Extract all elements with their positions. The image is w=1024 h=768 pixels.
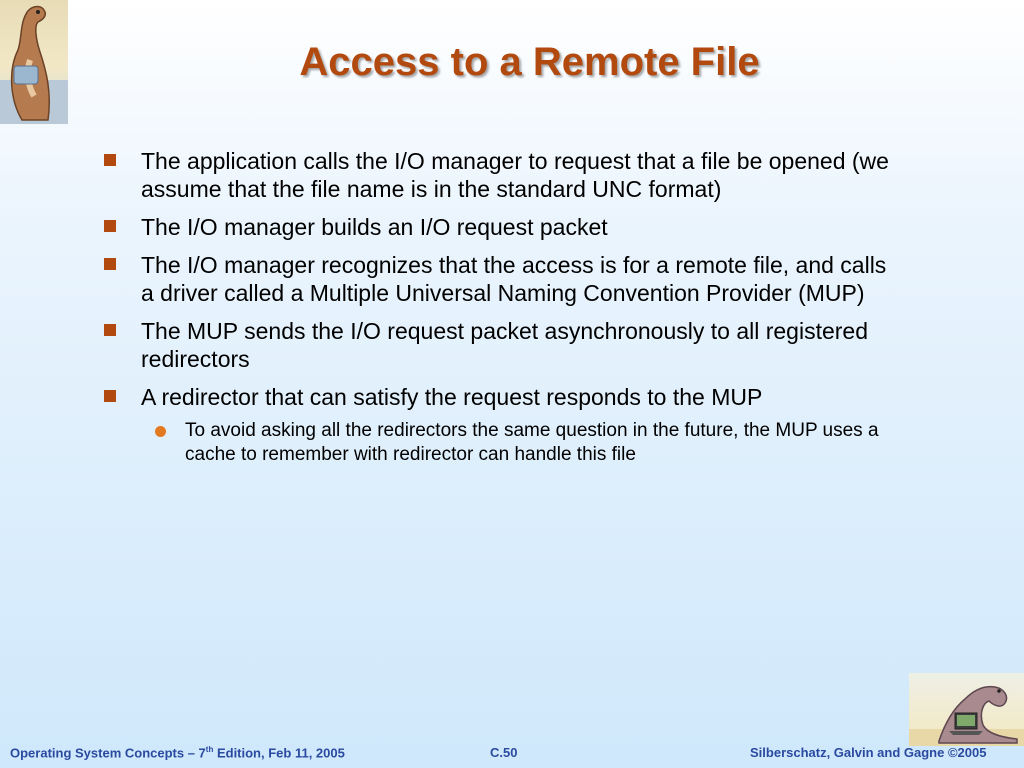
dinosaur-laptop-logo-icon: [909, 673, 1024, 746]
bullet-item: [103, 213, 893, 241]
bullet-list: [103, 147, 893, 467]
footer-course-suffix: Edition, Feb 11, 2005: [213, 745, 345, 761]
sub-bullet-text: To avoid asking all the redirectors the same question in the future, the MUP uses a cache to remember with redirector can handle this file: [185, 420, 879, 465]
footer-course-prefix: Operating System Concepts – 7: [10, 745, 206, 761]
bullet-text: The I/O manager recognizes that the access is for a remote file, and calls a driver called a Multiple Universal Naming Convention Provider (MUP): [141, 252, 887, 306]
footer-copyright: Silberschatz, Galvin and Gagne ©2005: [750, 745, 987, 760]
footer-course: [10, 745, 345, 760]
bullet-text: A redirector that can satisfy the request responds to the MUP: [141, 384, 763, 410]
square-bullet-icon: [104, 324, 116, 336]
square-bullet-icon: [104, 154, 116, 166]
footer-course-sup: th: [205, 745, 214, 754]
square-bullet-icon: [104, 390, 116, 402]
bullet-text: The MUP sends the I/O request packet asynchronously to all registered redirectors: [141, 318, 869, 372]
round-bullet-icon: [155, 426, 166, 437]
bullet-text: The I/O manager builds an I/O request packet: [141, 214, 608, 240]
bullet-item: [103, 147, 893, 203]
sub-bullet-item: [103, 419, 893, 467]
bullet-item: [103, 317, 893, 373]
footer-page-number: C.50: [490, 745, 518, 760]
slide-title: Access to a Remote File: [299, 40, 760, 84]
bullet-item: [103, 383, 893, 411]
square-bullet-icon: [104, 258, 116, 270]
bullet-item: [103, 251, 893, 307]
square-bullet-icon: [104, 220, 116, 232]
bullet-text: The application calls the I/O manager to request that a file be opened (we assume that the file name is in the standard UNC format): [141, 148, 889, 202]
